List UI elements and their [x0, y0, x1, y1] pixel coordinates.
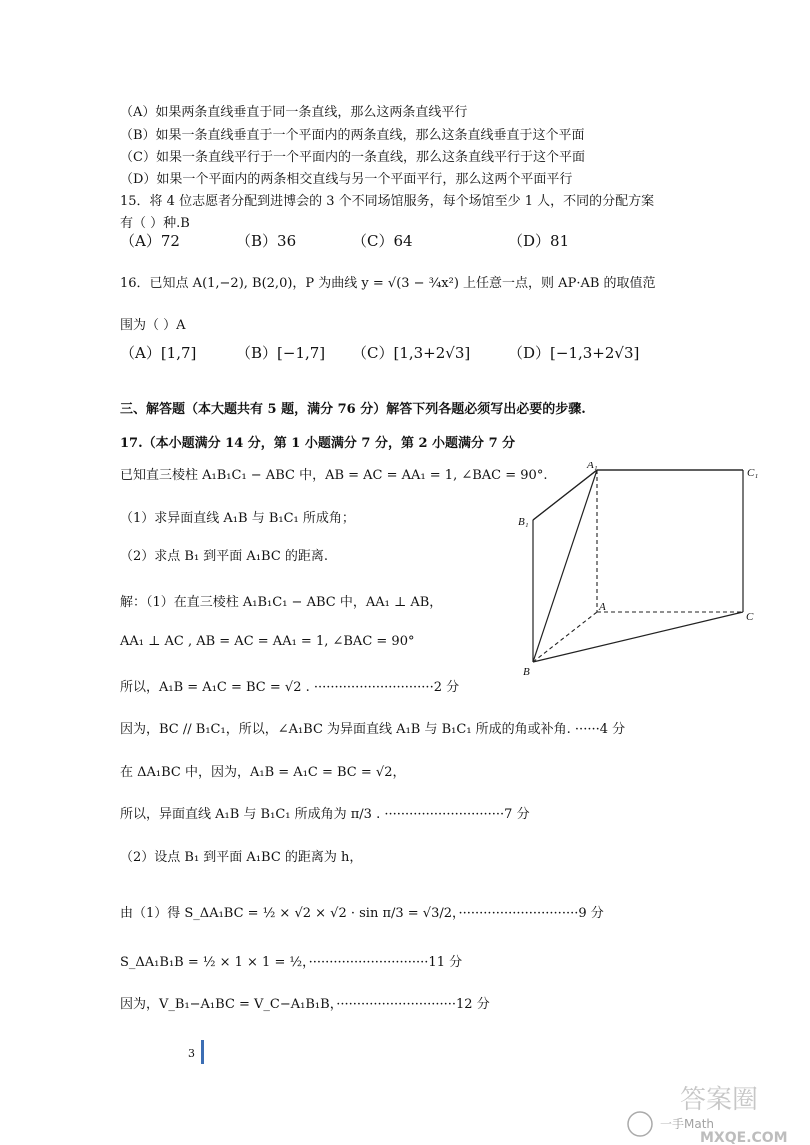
- label-a1: A₁: [587, 462, 598, 471]
- solution-line-10: 因为，V_B₁−A₁BC = V_C−A₁B₁B，·····························12 分: [120, 997, 490, 1012]
- q17-part1: （1）求异面直线 A₁B 与 B₁C₁ 所成角；: [120, 511, 355, 526]
- q16-option-d: （D）[−1,3+2√3]: [508, 344, 640, 362]
- solution-line-9: S_ΔA₁B₁B = ½ × 1 × 1 = ½，·····························11 分: [120, 955, 463, 970]
- q14-option-b: （B）如果一条直线垂直于一个平面内的两条直线，那么这条直线垂直于这个平面: [120, 128, 585, 143]
- q17-part2: （2）求点 B₁ 到平面 A₁BC 的距离.: [120, 549, 329, 564]
- solution-line-7: （2）设点 B₁ 到平面 A₁BC 的距离为 h，: [120, 850, 363, 865]
- solution-line-1: 解：（1）在直三棱柱 A₁B₁C₁ − ABC 中，AA₁ ⊥ AB，: [120, 595, 443, 610]
- watermark-logo: [620, 1078, 810, 1145]
- label-a: A: [599, 601, 606, 613]
- solution-line-4: 因为，BC // B₁C₁，所以，∠A₁BC 为异面直线 A₁B 与 B₁C₁ 所成的角或补角. ······4 分: [120, 722, 626, 737]
- edge-b-c: [533, 612, 743, 662]
- q15-stem-cont: 有（ ）种.B: [120, 216, 190, 231]
- label-b: B: [523, 666, 530, 678]
- prism-figure: [515, 462, 765, 682]
- q17-heading: 17.（本小题满分 14 分，第 1 小题满分 7 分，第 2 小题满分 7 分: [120, 436, 516, 451]
- solution-line-5: 在 ΔA₁BC 中，因为，A₁B = A₁C = BC = √2，: [120, 765, 406, 780]
- watermark-source: 一手Math: [660, 1117, 715, 1131]
- page-number: 3: [188, 1047, 195, 1060]
- page-number-bar: [201, 1040, 204, 1064]
- q14-option-a: （A）如果两条直线垂直于同一条直线，那么这两条直线平行: [120, 105, 468, 120]
- q15-option-d: （D）81: [508, 232, 570, 250]
- solution-line-6: 所以，异面直线 A₁B 与 B₁C₁ 所成角为 π/3 . ·····························7 分: [120, 807, 530, 822]
- label-c1: C₁: [747, 467, 759, 479]
- q16-option-c: （C）[1,3+2√3]: [352, 344, 471, 362]
- q16-stem: 16．已知点 A(1,−2), B(2,0)，P 为曲线 y = √(3 − ¾x²) 上任意一点，则 AP·AB 的取值范: [120, 276, 656, 291]
- q15-stem: 15．将 4 位志愿者分配到进博会的 3 个不同场馆服务，每个场馆至少 1 人，不同的分配方案: [120, 194, 655, 209]
- watermark-url: MXQE.COM: [700, 1130, 788, 1145]
- solution-line-3: 所以，A₁B = A₁C = BC = √2 . ·····························2 分: [120, 680, 460, 695]
- wechat-icon: [628, 1112, 652, 1136]
- q17-statement: 已知直三棱柱 A₁B₁C₁ − ABC 中，AB = AC = AA₁ = 1, ∠BAC = 90°.: [120, 468, 548, 483]
- edge-a1-b: [533, 470, 597, 662]
- q15-option-c: （C）64: [352, 232, 413, 250]
- q15-option-b: （B）36: [236, 232, 297, 250]
- q16-option-a: （A）[1,7]: [120, 344, 197, 362]
- section-three-heading: 三、解答题（本大题共有 5 题，满分 76 分）解答下列各题必须写出必要的步骤.: [120, 402, 586, 417]
- watermark-main: 答案圈: [680, 1085, 759, 1115]
- q14-option-d: （D）如果一个平面内的两条相交直线与另一个平面平行，那么这两个平面平行: [120, 172, 573, 187]
- q15-option-a: （A）72: [120, 232, 180, 250]
- q16-stem-cont: 围为（ ）A: [120, 318, 186, 333]
- q14-option-c: （C）如果一条直线平行于一个平面内的一条直线，那么这条直线平行于这个平面: [120, 150, 585, 165]
- label-c: C: [746, 611, 754, 623]
- label-b1: B₁: [518, 516, 529, 528]
- solution-line-2: AA₁ ⊥ AC , AB = AC = AA₁ = 1, ∠BAC = 90°: [120, 634, 415, 649]
- solution-line-8: 由（1）得 S_ΔA₁BC = ½ × √2 × √2 · sin π/3 = √3/2，·····························9 分: [120, 906, 604, 921]
- q16-option-b: （B）[−1,7]: [236, 344, 326, 362]
